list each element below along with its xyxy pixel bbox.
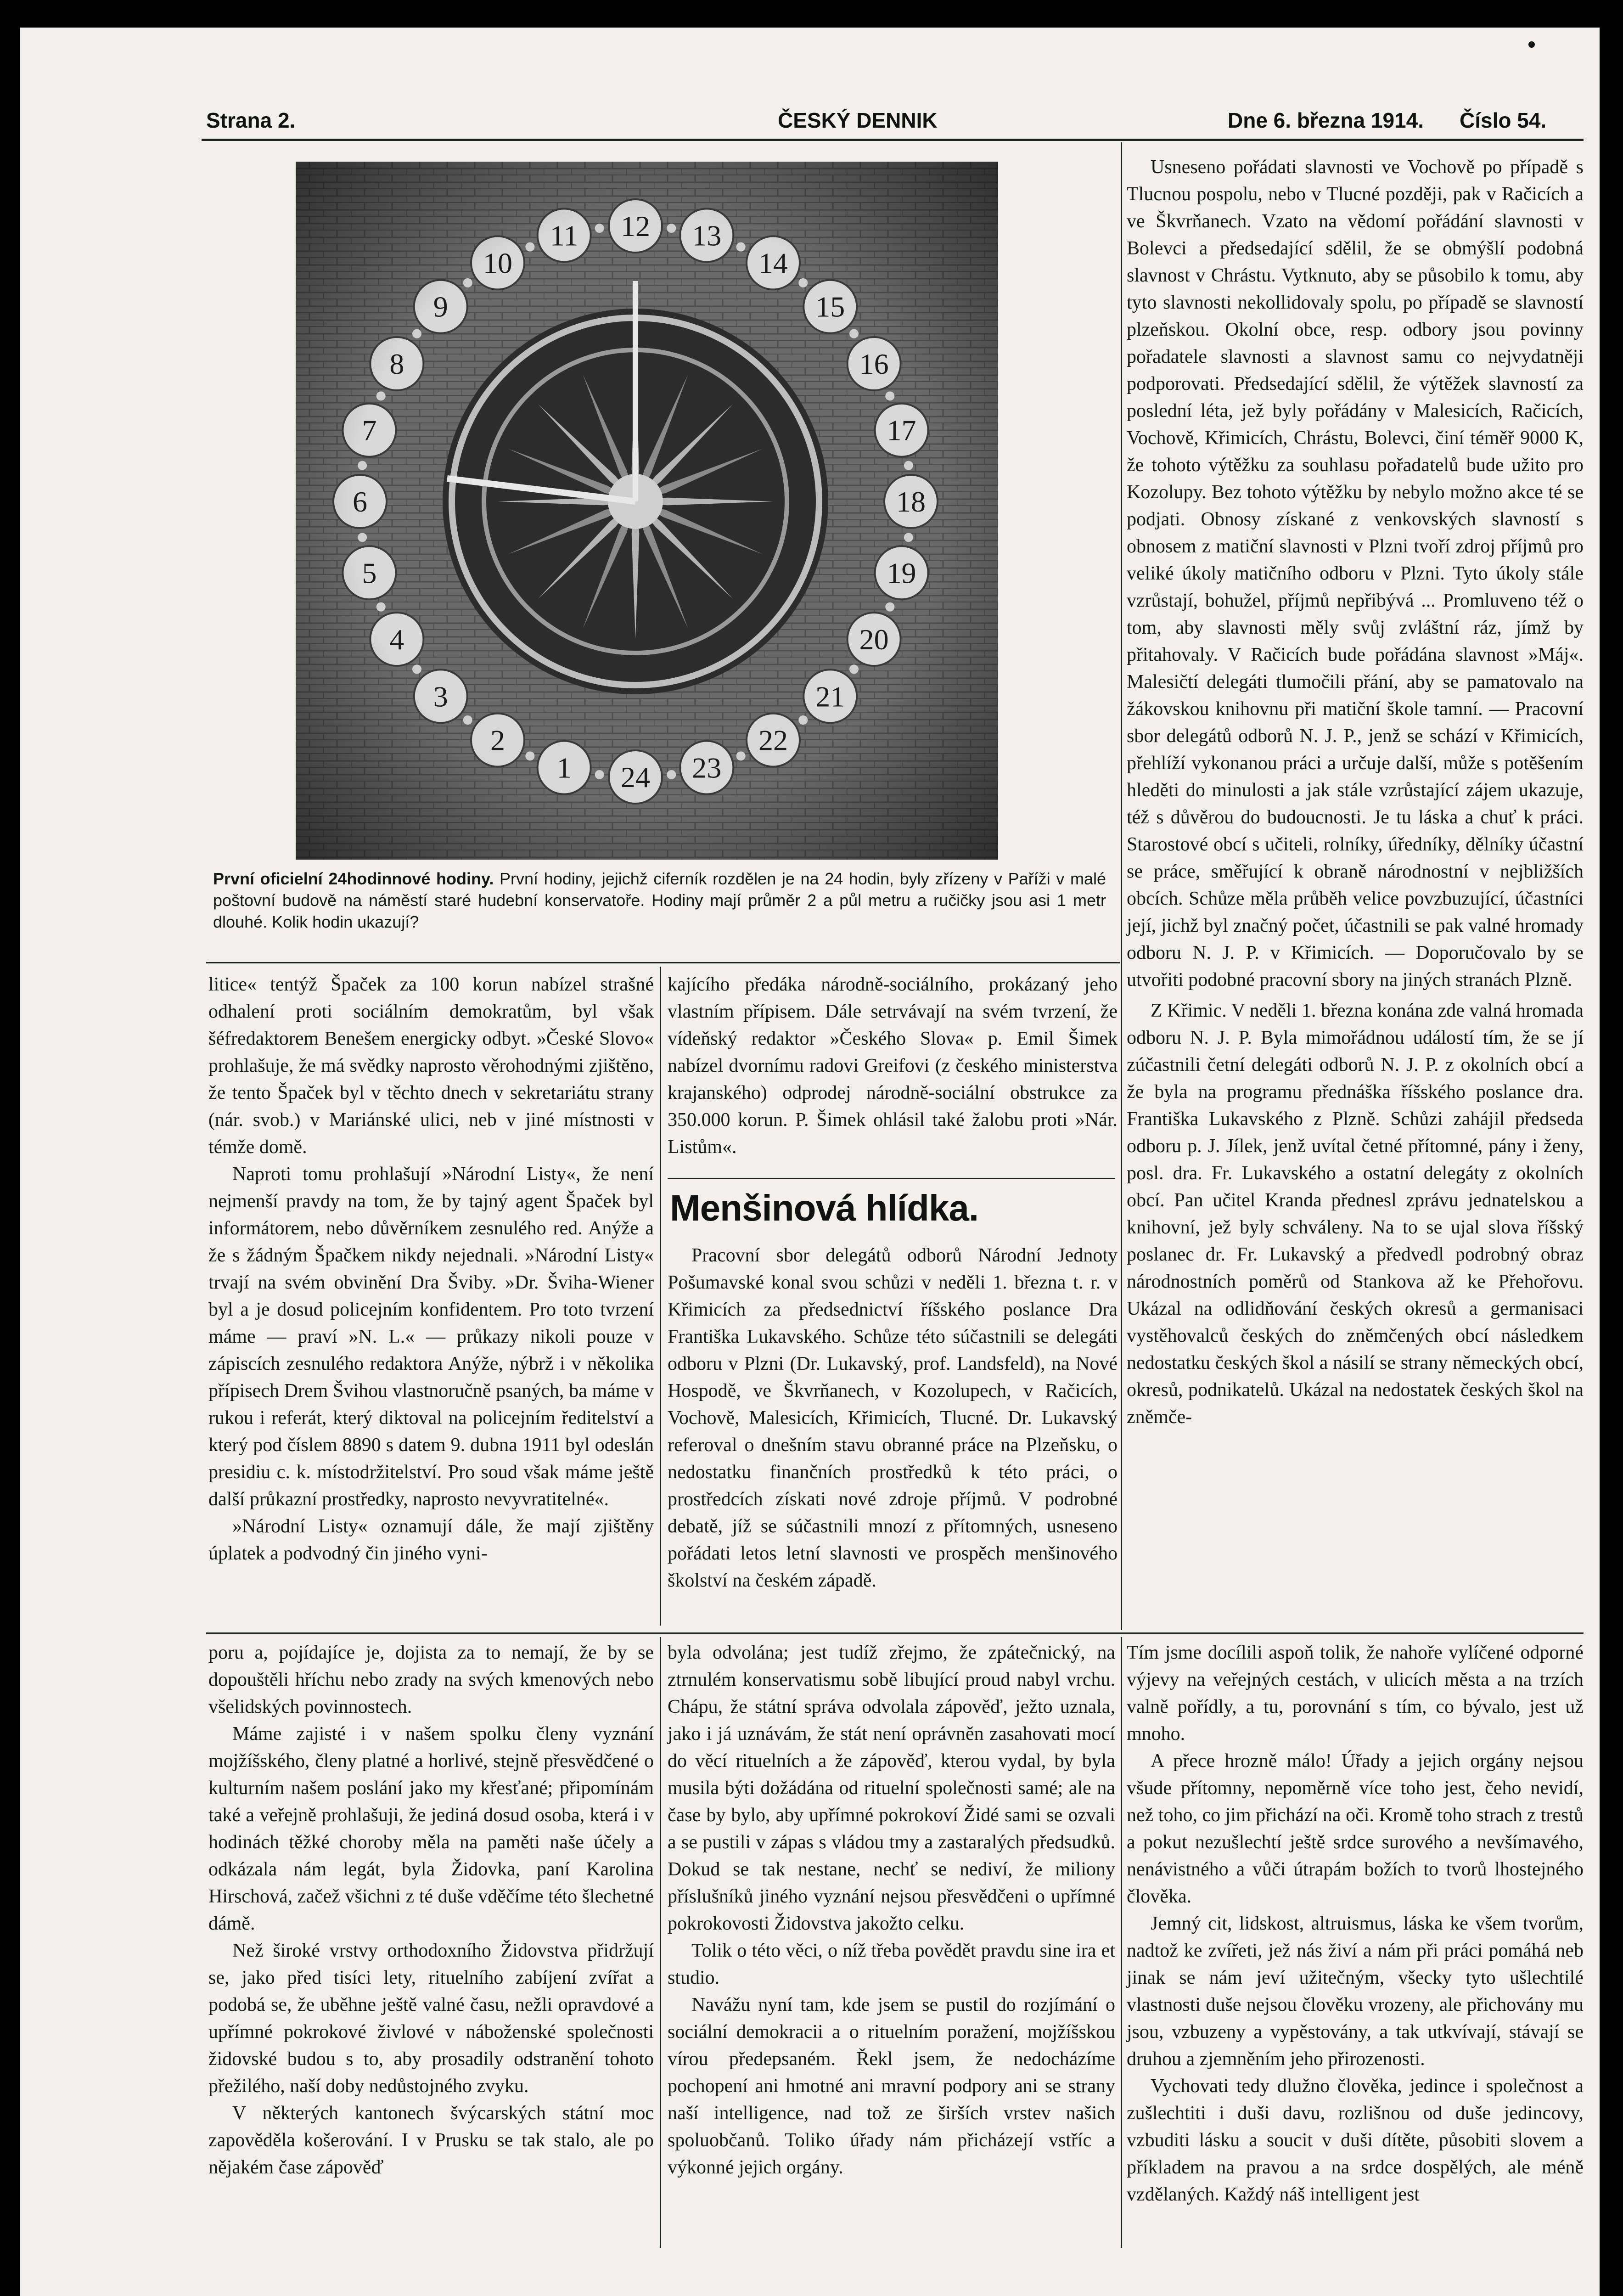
bottom-right-column xyxy=(1127,1639,1584,2208)
article-paragraph: A přece hrozně málo! Úřady a jejich orgány nejsou všude přítomny, nepoměrně více toho jest, čeho nevidí, než toho, co jim přichází na oči. Kromě toho strach z trestů a pokut nezušlechtí ještě srdce surového a nevšímavého, nenávistného a vůči útrapám božích to tvorů lhostejného člověka. xyxy=(1127,1750,1584,1907)
section-heading: Menšinová hlídka. xyxy=(670,1187,979,1228)
article-paragraph: Z Křimic. V neděli 1. března konána zde valná hromada odboru N. J. P. Byla mimořádnou událostí tím, že se jí zúčastnili četní delegáti odborů N. J. P. z okolních obcí a že byla na programu přednáška říšského poslance dra. Františka Lukavského z Plzně. Schůzi zahájil předseda odboru p. J. Jílek, jenž uvítal četné přítomné, pány i ženy, posl. dra. Fr. Lukavského a ostatní delegáty z okolních obcí. Pan učitel Kranda přednesl zprávu jednatelskou a knihovní, jež byly schváleny. Na to se ujal slova říšský poslanec dr. Fr. Lukavský a předvedl podrobný obraz národnostních poměrů od Stankova až ke Přehořovu. Ukázal na odlidňování českých okresů a germanisaci vystěhovalců českých do zněmčených obcí následkem nedostatku českých škol a násilí se strany německých obcí, okresů, podnikatelů. Ukázal na nedostatek českých škol na zněmče- xyxy=(1127,1000,1584,1428)
article-paragraph: byla odvolána; jest tudíž zřejmo, že zpátečnický, na ztrnulém konservatismu sobě libující proud nabyl vrchu. Chápu, že státní správa odvolala zápověď, ježto uznala, jako i já uznávám, že stát není oprávněn zasahovati mocí do věcí rituelních a že zápověď, kterou vydal, by byla musila býti dožádána od rituelní společnosti samé; ale na čase by bylo, aby upřímné pokrokoví Židé sami se ozvali a se pustili v zápas s vládou tmy a zastaralých předsudků. Dokud se tak nestane, nechť se nediví, že miliony příslušníků jiného vyznání nejsou přesvědčeni o upřímné pokrokovosti Židovstva jakožto celku. xyxy=(668,1642,1115,1934)
caption-title: První oficielní 24hodinnové hodiny. xyxy=(213,869,494,888)
clock-photo xyxy=(296,162,998,860)
issue-number: Číslo 54. xyxy=(1460,108,1547,132)
column-rule-bottom-1 xyxy=(660,1637,661,2248)
header-rule xyxy=(202,139,1584,141)
article-paragraph: Pracovní sbor delegátů odborů Národní Jednoty Pošumavské konal svou schůzi v neděli 1. března t. r. v Křimicích za předsednictví říšského poslance Dra Františka Lukavského. Schůze této súčastnili se delegáti odboru v Plzni (Dr. Lukavský, prof. Landsfeld), na Nové Hospodě, ve Škvrňanech, v Kozolupech, v Račicích, Vochově, Malesicích, Křimicích, Tlucné. Dr. Lukavský referoval o dnešním stavu obranné práce na Plzeňsku, o nedostatku finančních prostředků k této práci, o prostředcích získati nové zdroje příjmů. V podrobné debatě, jíž se súčastnili mnozí z přítomných, usneseno pořádati letos letní slavnosti ve prospěch menšinového školství na českém západě. xyxy=(668,1245,1118,1591)
column-rule-upper xyxy=(1121,142,1122,1630)
photo-caption xyxy=(213,868,1106,933)
article-paragraph: Jemný cit, lidskost, altruismus, láska ke všem tvorům, nadtož ke zvířeti, jež nás živí a nám při práci pomáhá neb jinak se nám jeví užitečným, všecky tyto ušlechtilé vlastnosti duše nejsou člověku vrozeny, ale přichovány mu jsou, vzbuzeny a vypěstovány, a tak utkvívají, stávají se druhou a zjemněním jeho přirozenosti. xyxy=(1127,1913,1584,2070)
middle-column-section xyxy=(668,1242,1118,1594)
page-number: Strana 2. xyxy=(206,108,296,132)
article-paragraph: litice« tentýž Špaček za 100 korun nabízel strašné odhalení proti sociálním demokratům, byl však šéfredaktorem Benešem energicky odbyt. »České Slovo« prohlašuje, že má svědky naprosto věrohodnými zjištěno, že tento Špaček byl v těchto dnech v sekretariátu strany (nár. svob.) v Mariánské ulici, neb v jiné místnosti v témže domě. xyxy=(208,974,654,1158)
issue-date: Dne 6. března 1914. xyxy=(1228,108,1424,132)
article-paragraph: Tím jsme docílili aspoň tolik, že nahoře vylíčené odporné výjevy na veřejných cestách, v ulicích města a na trzích valně pořídly, a tu, porovnání s tím, co bývalo, jest už mnoho. xyxy=(1127,1642,1584,1745)
article-paragraph: kajícího předáka národně-sociálního, prokázaný jeho vlastním přípisem. Dále setrvávají na svém tvrzení, že vídeňský redaktor »Českého Slova« p. Emil Šimek nabízel dvornímu radovi Greifovi (z českého ministerstva krajanského) odprodej národně-sociální obstrukce za 350.000 korun. P. Šimek ohlásil také žalobu proti »Nár. Listům«. xyxy=(668,974,1118,1158)
ink-spot xyxy=(1528,41,1535,48)
article-paragraph: Usneseno pořádati slavnosti ve Vochově po případě s Tlucnou pospolu, nebo v Tlucné později, pak v Račicích a ve Škvrňanech. Vzato na vědomí pořádání slavnosti v Bolevci a předsedající sdělil, že se obmýšlí podobná slavnost v Chrástu. Vytknuto, aby se působilo k tomu, aby tyto slavnosti nekollidovaly spolu, po případě se slavností plzeňskou. Okolní obce, resp. odbory jsou povinny pořadatele slavnosti a slavnost samu co nejvydatněji podporovati. Předsedající sdělil, že výtěžek slavností za poslední léta, jež byly pořádány v Malesicích, Račicích, Vochově, Křimicích, Chrástu, Bolevci, činí téměř 9000 K, že tohoto výtěžku za souhlasu pořadatelů bude užito pro Kozolupy. Bez tohoto výtěžku by nebylo možno akce té se podjati. Obnosy získané z venkovských slavností s obnosem z matiční slavnosti v Plzni tvoří zdroj příjmů pro veliké úkoly matičního odboru v Plzni. Tyto úkoly stále vzrůstají, bohužel, příjmů nepřibývá ... Promluveno též o tom, aby slavnosti měly svůj zvláštní ráz, jímž by přitahovaly. V Račicích bude pořádána slavnost »Máj«. Malesičtí delegáti tlumočili přání, aby se pamatovalo na žákovskou knihovnu při matiční škole tamní. — Pracovní sbor delegátů odborů N. J. P., jenž se schází v Křimicích, přehlíží vykonanou práci a určuje další, může s potěšením hleděti do minulosti a jak stále vzrůstající zájem ukazuje, též s důvěrou do budoucnosti. Je tu láska a chuť k práci. Starostové obcí s učiteli, rolníky, úředníky, dělníky účastní se práce, směřující k obraně národnostní v nejbližších obcích. Schůze měla průběh velice povzbuzující, účastníci její, jichž byl značný počet, účastnili se pak valné hromady odboru N. J. P. v Křimicích. — Doporučovalo by se utvořiti podobné pracovní sbory na jiných stranách Plzně. xyxy=(1127,157,1584,990)
newspaper-page xyxy=(20,28,1600,2296)
bottom-section-rule xyxy=(206,1632,1584,1634)
masthead: ČESKÝ DENNIK xyxy=(778,108,938,132)
article-paragraph: V některých kantonech švýcarských státní moc zapověděla košerování. I v Prusku se tak stalo, ale po nějakém čase zápověď xyxy=(208,2103,654,2178)
bottom-left-column xyxy=(208,1639,654,2181)
left-column-middle xyxy=(208,971,654,1567)
article-paragraph: Máme zajisté i v našem spolku členy vyznání mojžíšského, členy platné a horlivé, stejně přesvědčené o kulturním našem poslání jako my křesťané; připomínám také a veřejně prohlašuji, že jediná dosud osoba, která i v hodinách těžké choroby měla na paměti naše účely a odkázala nám legát, byla Židovka, paní Karolina Hirschová, začež všichni z té duše vděčíme této šlechetné dámě. xyxy=(208,1723,654,1934)
bottom-middle-column xyxy=(668,1639,1115,2181)
clock-photo-image xyxy=(296,162,998,860)
article-paragraph: Vychovati tedy dlužno člověka, jedince i společnost a zušlechtiti i duši davu, rozlišnou od duše jedincovy, vzbuditi lásku a soucit v duši dítěte, působiti slovem a příkladem na pravou a na srdce dospělých, ale méně vzdělaných. Každý náš intelligent jest xyxy=(1127,2076,1584,2205)
caption-rule xyxy=(206,962,1120,963)
middle-column-top xyxy=(668,971,1118,1161)
section-rule xyxy=(668,1178,1115,1179)
article-paragraph: »Národní Listy« oznamují dále, že mají zjištěny úplatek a podvodný čin jiného vyni- xyxy=(208,1516,654,1564)
column-rule-bottom-2 xyxy=(1121,1637,1122,2248)
article-paragraph: poru a, pojídajíce je, dojista za to nemají, že by se dopouštěli hříchu nebo zrady na svých kmenových nebo všelidských povinnostech. xyxy=(208,1642,654,1717)
article-paragraph: Tolik o této věci, o níž třeba povědět pravdu sine ira et studio. xyxy=(668,1940,1115,1988)
column-rule-middle xyxy=(660,967,661,1626)
article-paragraph: Navážu nyní tam, kde jsem se pustil do rozjímání o sociální demokracii a o rituelním poražení, mojžíšskou vírou předepsaném. Řekl jsem, že nedocházíme pochopení ani hmotné ani mravní podpory ani se strany naší intelligence, nad tož ze širších vrstev našich spoluobčanů. Toliko úřady nám přicházejí vstříc a výkonné jejich orgány. xyxy=(668,1994,1115,2178)
right-column-upper xyxy=(1127,154,1584,1431)
article-paragraph: Než široké vrstvy orthodoxního Židovstva přidržují se, jako před tisíci lety, rituelního zabíjení zvířat a podobá se, že uběhne ještě valné času, nežli opravdové a upřímné pokrokové živlové v náboženské společnosti židovské budou s to, aby prosadily odstranění tohoto přežilého, naší doby nedůstojného zvyku. xyxy=(208,1940,654,2097)
caption-text: První hodiny, jejichž ciferník rozdělen je na 24 hodin, byly zřízeny v Paříži v malé poštovní budově na náměstí staré hudební konservatoře. Hodiny mají průměr 2 a půl metru a ručičky jsou asi 1 metr dlouhé. Kolik hodin ukazují? xyxy=(213,869,1106,931)
article-paragraph: Naproti tomu prohlašují »Národní Listy«, že není nejmenší pravdy na tom, že by tajný agent Špaček byl informátorem, nebo důvěrníkem zesnulého red. Anýže a že s žádným Špačkem nikdy nejednali. »Národní Listy« trvají na svém obvinění Dra Šviby. »Dr. Šviha-Wiener byl a je dosud policejním konfidentem. Pro toto tvrzení máme — praví »N. L.« — průkazy nikoli pouze v zápiscích zesnulého redaktora Anýže, nýbrž i v několika přípisech Drem Švihou vlastnoručně psaných, ba máme v rukou i referát, který diktoval na policejním ředitelství a který pod číslem 8890 s datem 9. dubna 1911 byl odeslán presidiu c. k. místodržitelství. Pro soud však máme ještě další průkazní prostředky, naprosto nevyvratitelné«. xyxy=(208,1164,654,1510)
